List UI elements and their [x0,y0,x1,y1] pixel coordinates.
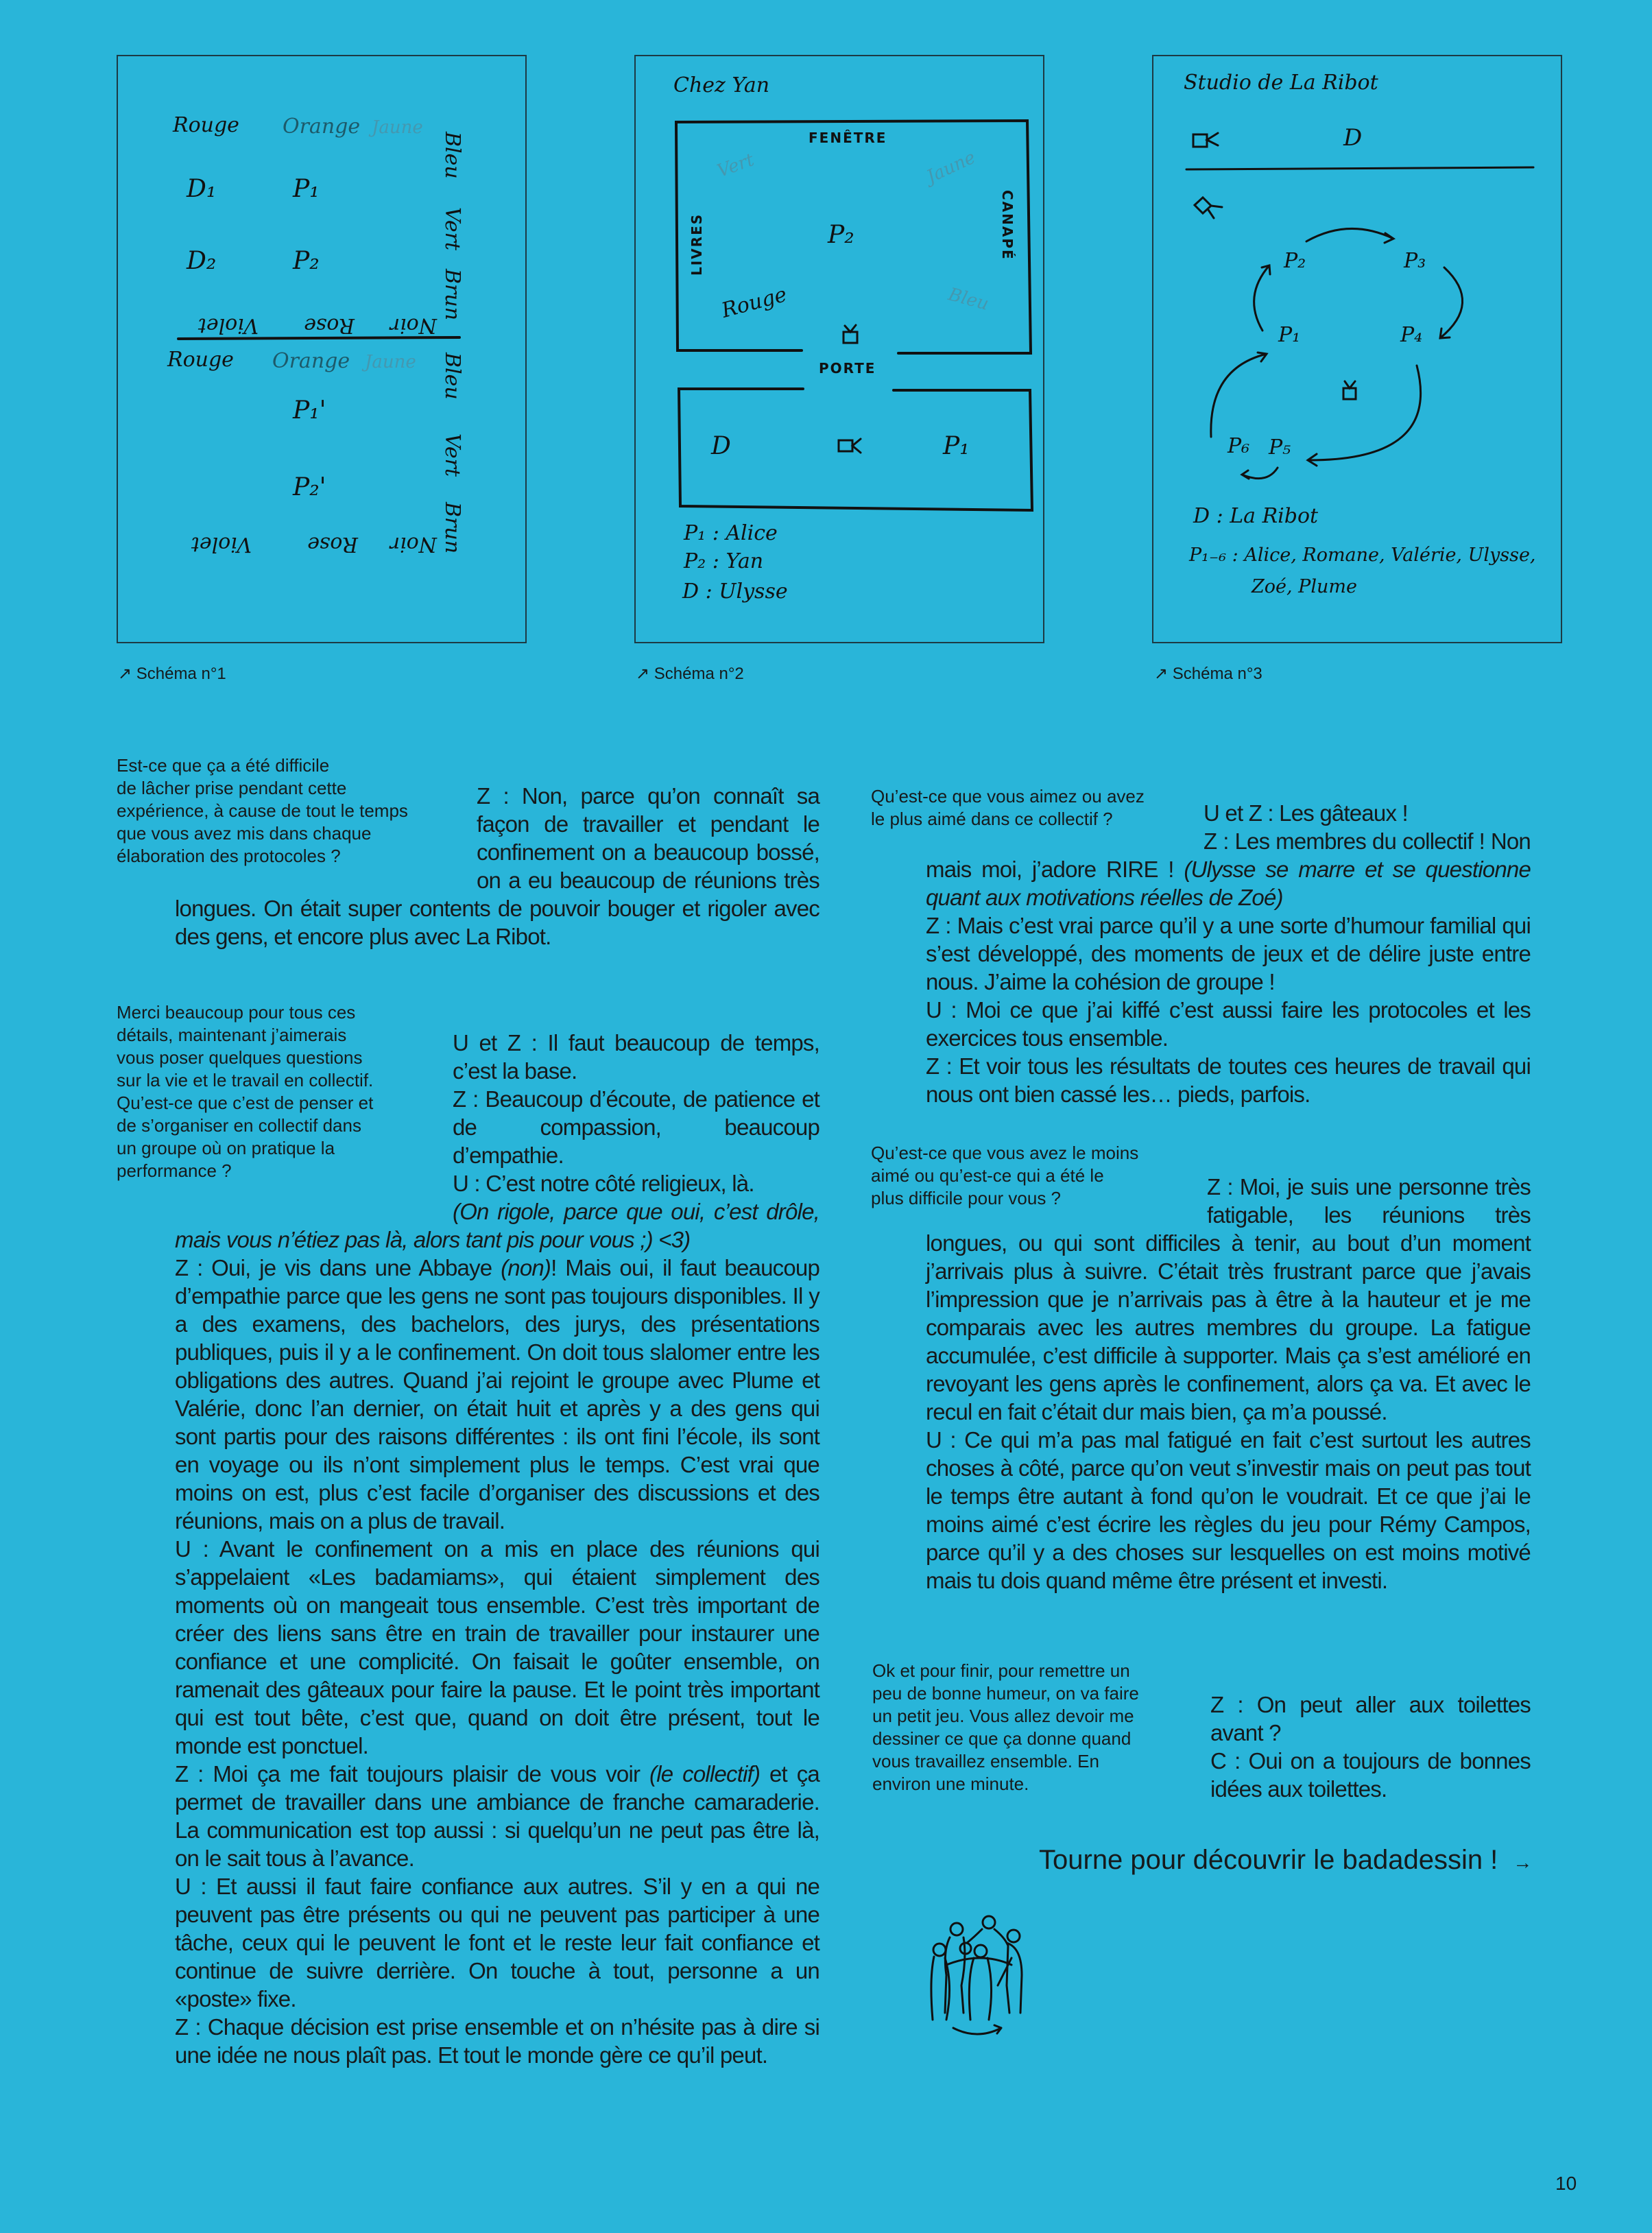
answer: U : Et aussi il faut faire confiance aux autres. S’il y en a qui ne peuvent pas être présents ou qui ne peuvent pas participer à une tâche, ceux qui le peuvent le font et le reste leur fait confiance et continue de suivre derrière. On touche à tout, personne a un «poste» fixe. [175,1874,819,2011]
label-fenetre: FENÊTRE [809,130,887,146]
answer-text: Z : Les membres du collectif ! Non mais moi, j’adore RIRE ! [926,828,1531,882]
answer: C : Oui on a toujours de bonnes idées aux toilettes. [1210,1748,1531,1802]
page-number: 10 [1555,2173,1577,2194]
label-bleu: Bleu [946,284,991,315]
label-p5: P₅ [1269,435,1291,459]
label-rouge: Rouge [719,282,790,323]
label-p1-prime: P₁' [293,396,326,425]
answer: Z : Non, parce qu’on connaît sa façon de travailler et pendant le confinement on a beaucoup bossé, on a eu beaucoup de réunions très longues. On était super contents de pouvoir bouger et rigoler avec des gens, et encore plus avec La Ribot. [175,783,819,949]
label-porte: PORTE [819,360,876,377]
label-rose-2: Rose [307,532,358,556]
label-orange-2: Orange [272,349,350,373]
answer-text: Z : Oui, je vis dans une Abbaye [175,1255,501,1280]
label-violet: Violet [197,313,259,337]
answer-text: et ça permet de travailler dans une ambiance de franche camaraderie. La communication est top aussi : si quelqu’un ne peut pas être là, on le sait tous à l’avance. [175,1761,819,1871]
label-brun-2: Brun [440,502,464,554]
schema-1-caption: ↗ Schéma n°1 [118,665,226,683]
label-p6: P₆ [1228,434,1250,458]
label-noir: Noir [390,313,437,337]
legend-line: P₁₋₆ : Alice, Romane, Valérie, Ulysse, [1189,545,1536,566]
schema-3-title: Studio de La Ribot [1184,71,1378,95]
arrow-right-icon: → [1513,1852,1533,1873]
answer [175,1760,819,1872]
group-huddle-illustration [926,1910,1042,2040]
label-rouge-2: Rouge [167,348,234,372]
answer: Z : On peut aller aux toilettes avant ? [1210,1692,1531,1745]
legend-line: P₂ : Yan [684,549,764,573]
answer: Z : Et voir tous les résultats de toutes ces heures de travail qui nous ont bien cassé les… pieds, parfois. [926,1053,1531,1107]
answer-text: ! Mais oui, il faut beaucoup d’empathie parce que les gens ne sont pas toujours disponibles. Il y a des examens, des bachelors, des jurys, des présentations publiques, puis il y a le confinement. On doit tous slalomer entre les obligations des autres. Quand j’ai rejoint le groupe avec Plume et Valérie, donc l’an dernier, on était huit et après y a des gens qui sont partis pour des raisons différentes : ils ont fini l’école, ils sont en voyage ou ils n’ont simplement plus le temps. C’est vrai que moins on est, plus c’est facile d’organiser des discussions et des réunions, mais on a plus de travail. [175,1255,819,1533]
interview-block-5 [1210,1691,1531,1803]
turn-page-link[interactable] [1039,1845,1532,1876]
camera-icon [1193,133,1218,147]
schema-3-caption: ↗ Schéma n°3 [1154,665,1262,683]
label-d: D [711,432,731,460]
answer: U : Moi ce que j’ai kiffé c’est aussi faire les protocoles et les exercices tous ensemble. [926,997,1531,1051]
answer: U : Avant le confinement on a mis en place des réunions qui s’appelaient «Les badamiams», qui étaient simplement des moments où on mangeait tous ensemble. C’est très important de créer des liens sans être en train de travailler pour instaurer une confiance et une complicité. On faisait le goûter ensemble, on ramenait des gâteaux pour faire la pause. Et le point très important qui est tout bête, c’est que, quand on doit être présent, tout le monde est ponctuel. [175,1536,819,1758]
label-rouge: Rouge [173,113,239,137]
question: Qu’est-ce que vous avez le moins aimé ou qu’est-ce qui a été le plus difficile pour vous ? [871,1143,1139,1208]
schema-2-title: Chez Yan [673,73,770,97]
label-vert: Vert [715,150,757,182]
camera-icon [839,439,861,453]
label-p2: P₂ [828,221,854,249]
label-vert-2: Vert [440,433,464,477]
label-jaune-2: Jaune [365,352,416,372]
legend-line: Zoé, Plume [1252,576,1357,597]
answer: U : C’est notre côté religieux, là. [453,1171,754,1196]
schema-1 [117,55,527,643]
label-p4: P₄ [1400,323,1423,347]
label-p2-prime: P₂' [293,473,326,501]
interview-block-3 [871,786,1531,1108]
label-violet-2: Violet [191,532,252,556]
label-p2: P₂ [1284,249,1306,273]
schema-2 [634,55,1044,643]
question: Merci beaucoup pour tous ces détails, maintenant j’aimerais vous poser quelques questions sur la vie et le travail en collectif. Qu’est-ce que c’est de penser et de s’organiser en collectif dans un groupe où on pratique la performance ? [117,1002,374,1181]
label-bleu-2: Bleu [440,353,464,400]
label-canape: CANAPÉ [999,190,1016,261]
legend-line: D : La Ribot [1193,504,1319,528]
label-bleu: Bleu [440,132,464,179]
divider-line [178,337,459,339]
answer: Z : Moi, je suis une personne très fatigable, les réunions très longues, ou qui sont difficiles à tenir, au bout d’un moment j’arrivais plus à suivre. C’était très frustrant parce que j’avais l’impression que je n’arrivais pas à être à la hauteur et je me comparais avec les autres membres du groupe. La fatigue accumulée, c’est difficile à supporter. Mais ça s’est amélioré en revoyant les gens après le confinement, alors ça va. Et avec le recul en fait c’était dur mais bien, ça m’a poussé. [926,1174,1531,1424]
answer: U et Z : Il faut beaucoup de temps, c’est la base. [453,1030,819,1084]
interview-block-2 [117,1002,819,2069]
label-noir-2: Noir [390,532,437,556]
label-d1: D₁ [187,175,217,203]
answer: U : Ce qui m’a pas mal fatigué en fait c’est surtout les autres choses à côté, parce qu’on veut s’investir mais on peut pas tout le temps être autant à fond qu’on le voudrait. Et ce que j’ai le moins aimé c’est écrire les règles du jeu pour Rémy Campos, parce qu’il y a des choses sur lesquelles on est moins motivé mais tu dois quand même être présent et investi. [926,1427,1531,1593]
answer: U et Z : Les gâteaux ! [1204,800,1408,826]
legend-line: P₁ : Alice [684,521,778,545]
question: Qu’est-ce que vous aimez ou avez le plus aimé dans ce collectif ? [871,786,1145,829]
label-p1: P₁ [943,432,970,460]
answer: Z : Chaque décision est prise ensemble et on n’hésite pas à dire si une idée ne nous plaît pas. Et tout le monde gère ce qu’il peut. [175,2014,819,2068]
answer-aside: (le collectif) [649,1761,761,1787]
label-livres: LIVRES [689,213,705,276]
answer-aside: (On rigole, parce que oui, c’est drôle, mais vous n’étiez pas là, alors tant pis pour vous ;) <3) [175,1199,819,1252]
label-jaune: Jaune [923,147,979,188]
legend-line: D : Ulysse [682,580,788,604]
label-p1: P₁ [1278,323,1301,347]
schema-3 [1152,55,1562,643]
answer [175,1254,819,1535]
label-p1: P₁ [293,175,320,203]
turn-page-text: Tourne pour découvrir le badadessin ! [1039,1845,1498,1875]
tv-icon [1343,381,1356,399]
interview-block-1 [117,755,819,951]
answer-aside: (non) [501,1255,551,1280]
schema-2-caption: ↗ Schéma n°2 [636,665,744,683]
label-p2: P₂ [293,247,320,275]
question: Est-ce que ça a été difficile de lâcher prise pendant cette expérience, à cause de tout le temps que vous avez mis dans chaque élaboration des protocoles ? [117,755,408,866]
schema-3-drawing [1153,56,1564,645]
question: Ok et pour finir, pour remettre un peu de bonne humeur, on va faire un petit jeu. Vous allez devoir me dessiner ce que ça donne quand vous travaillez ensemble. En environ une minute. [872,1660,1139,1794]
label-brun: Brun [440,269,464,321]
camera-tilted-icon [1195,198,1222,218]
answer: Z : Beaucoup d’écoute, de patience et de compassion, beaucoup d’empathie. [453,1086,819,1168]
answer-aside: (Ulysse se marre et se questionne quant aux motivations réelles de Zoé) [926,857,1531,910]
interview-block-4 [871,1143,1531,1595]
schema-2-drawing [636,56,1046,645]
answer-text: Z : Moi ça me fait toujours plaisir de vous voir [175,1761,650,1787]
answer: Z : Mais c’est vrai parce qu’il y a une sorte d’humour familial qui s’est développé, des moments de jeux et de délire juste entre nous. J’aime la cohésion de groupe ! [926,913,1531,994]
label-jaune: Jaune [372,117,423,138]
label-d: D [1343,124,1363,152]
schema-1-drawing [118,56,528,645]
tv-icon [843,325,857,343]
label-orange: Orange [283,115,361,139]
label-rose: Rose [304,313,355,337]
label-p3: P₃ [1404,249,1426,273]
label-d2: D₂ [187,247,217,275]
label-vert: Vert [440,207,464,251]
divider-line [1186,167,1533,169]
